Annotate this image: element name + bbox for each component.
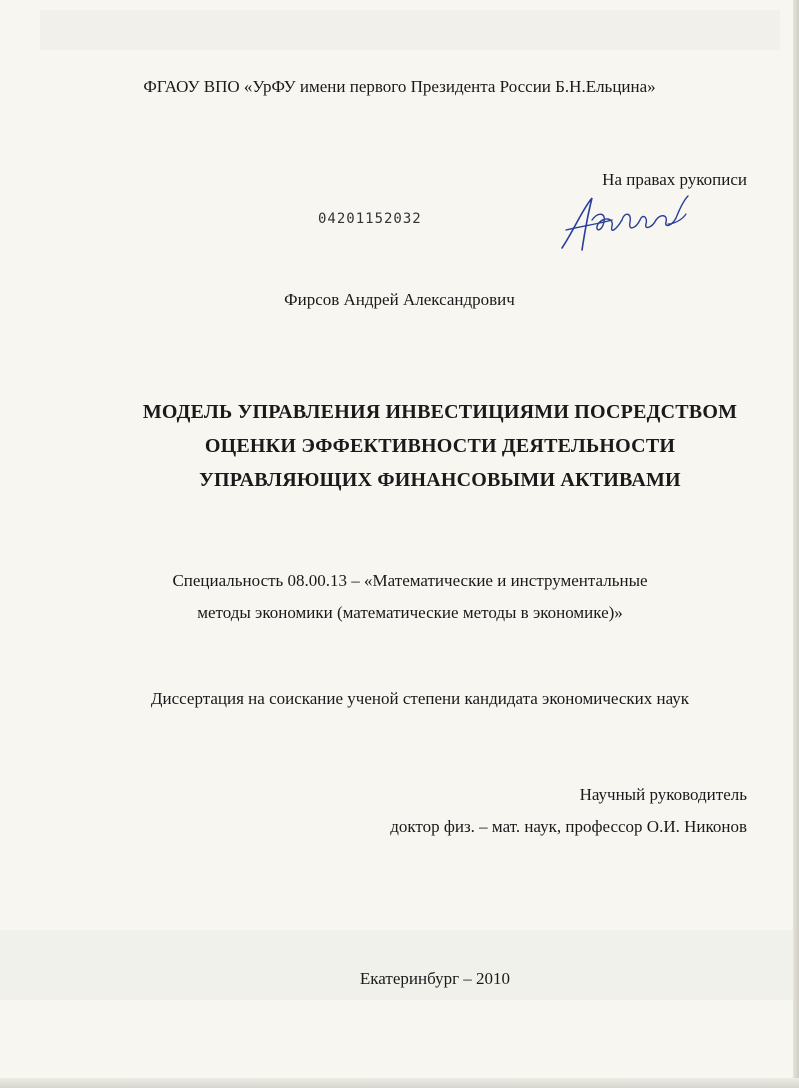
supervisor-label: Научный руководитель — [579, 785, 747, 804]
rights-note: На правах рукописи — [602, 170, 747, 189]
catalog-number: 04201152032 — [318, 211, 422, 227]
supervisor-name: доктор физ. – мат. наук, профессор О.И. Никонов — [390, 817, 747, 836]
page-edge-right — [793, 0, 799, 1088]
dissertation-note: Диссертация на соискание ученой степени кандидата экономических наук — [150, 689, 690, 708]
institution-name: ФГАОУ ВПО «УрФУ имени первого Президента России Б.Н.Ельцина» — [143, 77, 656, 96]
specialty-line-2: методы экономики (математические методы в экономике)» — [197, 603, 623, 622]
specialty-block — [0, 565, 799, 629]
title-line-2: ОЦЕНКИ ЭФФЕКТИВНОСТИ ДЕЯТЕЛЬНОСТИ — [204, 435, 676, 457]
specialty-line-1: Специальность 08.00.13 – «Математические и инструментальные — [172, 571, 648, 590]
scan-artifact-bottom — [0, 930, 799, 1000]
city-year: Екатеринбург – 2010 — [359, 969, 511, 988]
author-name: Фирсов Андрей Александрович — [284, 290, 515, 309]
scan-artifact-top — [40, 10, 780, 50]
title-line-3: УПРАВЛЯЮЩИХ ФИНАНСОВЫМИ АКТИВАМИ — [199, 469, 681, 491]
page-edge-bottom — [0, 1078, 799, 1088]
title-line-1: МОДЕЛЬ УПРАВЛЕНИЯ ИНВЕСТИЦИЯМИ ПОСРЕДСТВОМ — [142, 401, 738, 423]
dissertation-title — [0, 395, 799, 497]
handwritten-signature-icon — [552, 190, 702, 260]
